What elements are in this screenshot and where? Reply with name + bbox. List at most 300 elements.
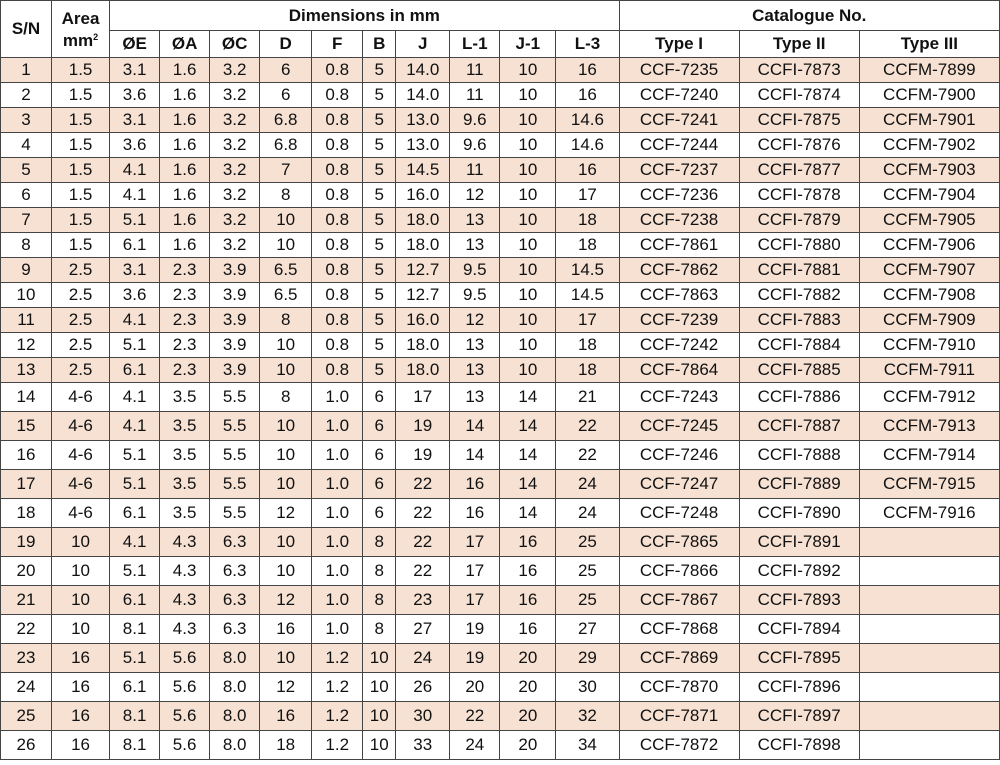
area-cell: 2.5 xyxy=(52,258,110,283)
dim-j-cell: 30 xyxy=(396,702,450,731)
dim-d-cell: 10 xyxy=(260,528,312,557)
dim-j-cell: 22 xyxy=(396,499,450,528)
dim-j1-cell: 10 xyxy=(500,333,556,358)
dim-l3-cell: 25 xyxy=(556,586,619,615)
sn-cell: 18 xyxy=(1,499,52,528)
dim-c-cell: 5.5 xyxy=(210,412,260,441)
dim-f-cell: 0.8 xyxy=(312,258,363,283)
type-i-cell: CCF-7866 xyxy=(619,557,739,586)
type-iii-cell xyxy=(859,702,999,731)
area-cell: 16 xyxy=(52,673,110,702)
dim-j-cell: 14.0 xyxy=(396,58,450,83)
table-row xyxy=(1,702,1000,731)
dim-e-cell: 5.1 xyxy=(110,208,160,233)
type-i-cell: CCF-7237 xyxy=(619,158,739,183)
type-iii-cell: CCFM-7913 xyxy=(859,412,999,441)
sn-cell: 14 xyxy=(1,383,52,412)
table-row xyxy=(1,108,1000,133)
dim-l1-cell: 9.5 xyxy=(450,258,500,283)
dim-l1-cell: 24 xyxy=(450,731,500,760)
dim-a-cell: 3.5 xyxy=(160,470,210,499)
dim-d-cell: 8 xyxy=(260,183,312,208)
dim-j1-cell: 20 xyxy=(500,702,556,731)
dim-j1-cell: 16 xyxy=(500,586,556,615)
dim-j1-cell: 10 xyxy=(500,258,556,283)
dim-l1-cell: 14 xyxy=(450,412,500,441)
dim-j1-cell: 16 xyxy=(500,615,556,644)
sn-cell: 11 xyxy=(1,308,52,333)
table-row xyxy=(1,83,1000,108)
dim-c-cell: 8.0 xyxy=(210,644,260,673)
dim-l1-cell: 9.6 xyxy=(450,108,500,133)
dim-f-cell: 0.8 xyxy=(312,83,363,108)
dim-l3-cell: 18 xyxy=(556,233,619,258)
type-iii-cell xyxy=(859,528,999,557)
area-header xyxy=(52,1,110,58)
dim-e-cell: 5.1 xyxy=(110,557,160,586)
dim-j-cell: 19 xyxy=(396,412,450,441)
dim-d-cell: 16 xyxy=(260,615,312,644)
area-header-superscript: 2 xyxy=(93,31,99,42)
type-iii-cell: CCFM-7915 xyxy=(859,470,999,499)
type-iii-cell: CCFM-7909 xyxy=(859,308,999,333)
dim-b-cell: 8 xyxy=(363,586,396,615)
sn-cell: 25 xyxy=(1,702,52,731)
dim-c-cell: 8.0 xyxy=(210,702,260,731)
area-cell: 1.5 xyxy=(52,208,110,233)
area-cell: 10 xyxy=(52,557,110,586)
dim-l3-cell: 24 xyxy=(556,470,619,499)
dim-c-cell: 6.3 xyxy=(210,528,260,557)
dim-e-cell: 3.6 xyxy=(110,133,160,158)
dim-b-cell: 5 xyxy=(363,133,396,158)
dim-e-cell: 4.1 xyxy=(110,308,160,333)
sn-cell: 1 xyxy=(1,58,52,83)
dim-j-cell: 19 xyxy=(396,441,450,470)
dim-j-cell: 14.5 xyxy=(396,158,450,183)
dim-l3-cell: 18 xyxy=(556,208,619,233)
dim-e-cell: 5.1 xyxy=(110,644,160,673)
dim-e-cell: 6.1 xyxy=(110,673,160,702)
type-i-cell: CCF-7243 xyxy=(619,383,739,412)
dim-b-cell: 10 xyxy=(363,673,396,702)
table-row xyxy=(1,333,1000,358)
dim-c-cell: 3.2 xyxy=(210,133,260,158)
dim-j-cell: 22 xyxy=(396,470,450,499)
type-iii-cell: CCFM-7900 xyxy=(859,83,999,108)
area-cell: 1.5 xyxy=(52,133,110,158)
dim-j1-cell: 20 xyxy=(500,673,556,702)
dim-f-cell: 1.2 xyxy=(312,702,363,731)
type-i-cell: CCF-7239 xyxy=(619,308,739,333)
dim-l3-cell: 25 xyxy=(556,528,619,557)
area-cell: 2.5 xyxy=(52,358,110,383)
dim-d-cell: 6.5 xyxy=(260,258,312,283)
sn-cell: 8 xyxy=(1,233,52,258)
sn-cell: 24 xyxy=(1,673,52,702)
area-cell: 2.5 xyxy=(52,308,110,333)
dim-b-cell: 6 xyxy=(363,499,396,528)
type-ii-cell: CCFI-7898 xyxy=(739,731,859,760)
type-ii-cell: CCFI-7885 xyxy=(739,358,859,383)
dim-l3-cell: 18 xyxy=(556,358,619,383)
dim-j1-cell: 20 xyxy=(500,644,556,673)
sn-cell: 10 xyxy=(1,283,52,308)
dim-j-cell: 18.0 xyxy=(396,358,450,383)
dim-l1-cell: 13 xyxy=(450,233,500,258)
type-iii-cell: CCFM-7907 xyxy=(859,258,999,283)
dim-l1-cell: 16 xyxy=(450,499,500,528)
area-cell: 16 xyxy=(52,731,110,760)
type-i-cell: CCF-7236 xyxy=(619,183,739,208)
dim-a-cell: 3.5 xyxy=(160,499,210,528)
type-ii-cell: CCFI-7897 xyxy=(739,702,859,731)
dim-d-cell: 10 xyxy=(260,470,312,499)
dim-b-cell: 6 xyxy=(363,383,396,412)
dim-c-cell: 3.2 xyxy=(210,158,260,183)
dim-j-cell: 22 xyxy=(396,528,450,557)
dim-f-cell: 1.0 xyxy=(312,412,363,441)
area-cell: 1.5 xyxy=(52,183,110,208)
dim-j1-cell: 10 xyxy=(500,58,556,83)
dim-f-cell: 0.8 xyxy=(312,333,363,358)
dim-d-cell: 10 xyxy=(260,557,312,586)
dim-d-cell: 7 xyxy=(260,158,312,183)
dim-l3-cell: 17 xyxy=(556,183,619,208)
type-iii-cell: CCFM-7899 xyxy=(859,58,999,83)
type-i-cell: CCF-7863 xyxy=(619,283,739,308)
area-cell: 4-6 xyxy=(52,383,110,412)
catalogue-group-header: Catalogue No. xyxy=(619,1,999,31)
dim-b-cell: 5 xyxy=(363,58,396,83)
dim-j1-cell: 10 xyxy=(500,233,556,258)
dim-l1-cell: 17 xyxy=(450,528,500,557)
dimension-column-header: J xyxy=(396,31,450,58)
type-ii-cell: CCFI-7889 xyxy=(739,470,859,499)
type-i-cell: CCF-7867 xyxy=(619,586,739,615)
dim-l1-cell: 11 xyxy=(450,158,500,183)
catalogue-column-header: Type III xyxy=(859,31,999,58)
type-i-cell: CCF-7862 xyxy=(619,258,739,283)
dim-a-cell: 4.3 xyxy=(160,586,210,615)
dim-a-cell: 2.3 xyxy=(160,358,210,383)
dim-d-cell: 6.8 xyxy=(260,133,312,158)
dim-b-cell: 8 xyxy=(363,615,396,644)
dim-f-cell: 1.0 xyxy=(312,586,363,615)
dim-c-cell: 6.3 xyxy=(210,615,260,644)
type-i-cell: CCF-7865 xyxy=(619,528,739,557)
dim-a-cell: 5.6 xyxy=(160,673,210,702)
dim-l1-cell: 13 xyxy=(450,208,500,233)
type-i-cell: CCF-7248 xyxy=(619,499,739,528)
dim-l3-cell: 30 xyxy=(556,673,619,702)
dim-j-cell: 23 xyxy=(396,586,450,615)
type-ii-cell: CCFI-7895 xyxy=(739,644,859,673)
dim-l1-cell: 14 xyxy=(450,441,500,470)
dim-a-cell: 2.3 xyxy=(160,283,210,308)
type-i-cell: CCF-7238 xyxy=(619,208,739,233)
sn-cell: 4 xyxy=(1,133,52,158)
dim-j1-cell: 10 xyxy=(500,183,556,208)
table-row xyxy=(1,586,1000,615)
dim-d-cell: 10 xyxy=(260,441,312,470)
table-header xyxy=(1,1,1000,58)
dim-c-cell: 6.3 xyxy=(210,557,260,586)
type-ii-cell: CCFI-7883 xyxy=(739,308,859,333)
dim-f-cell: 0.8 xyxy=(312,233,363,258)
type-ii-cell: CCFI-7874 xyxy=(739,83,859,108)
type-ii-cell: CCFI-7892 xyxy=(739,557,859,586)
type-i-cell: CCF-7242 xyxy=(619,333,739,358)
area-header-unit: mm xyxy=(62,30,94,50)
dim-l1-cell: 13 xyxy=(450,333,500,358)
sn-cell: 19 xyxy=(1,528,52,557)
dim-f-cell: 1.0 xyxy=(312,615,363,644)
dim-c-cell: 8.0 xyxy=(210,673,260,702)
dim-j-cell: 22 xyxy=(396,557,450,586)
column-header-row xyxy=(1,31,1000,58)
dim-l1-cell: 17 xyxy=(450,586,500,615)
sn-cell: 17 xyxy=(1,470,52,499)
table-row xyxy=(1,183,1000,208)
area-cell: 1.5 xyxy=(52,233,110,258)
type-i-cell: CCF-7244 xyxy=(619,133,739,158)
type-iii-cell: CCFM-7904 xyxy=(859,183,999,208)
dim-b-cell: 6 xyxy=(363,441,396,470)
area-cell: 2.5 xyxy=(52,333,110,358)
dim-c-cell: 3.9 xyxy=(210,258,260,283)
type-iii-cell xyxy=(859,644,999,673)
dim-l1-cell: 22 xyxy=(450,702,500,731)
type-iii-cell xyxy=(859,586,999,615)
dim-e-cell: 8.1 xyxy=(110,731,160,760)
table-row xyxy=(1,283,1000,308)
dim-l3-cell: 16 xyxy=(556,58,619,83)
dim-d-cell: 6.5 xyxy=(260,283,312,308)
dim-j-cell: 27 xyxy=(396,615,450,644)
dim-l3-cell: 24 xyxy=(556,499,619,528)
dim-a-cell: 1.6 xyxy=(160,58,210,83)
dim-d-cell: 12 xyxy=(260,673,312,702)
type-ii-cell: CCFI-7896 xyxy=(739,673,859,702)
dim-j-cell: 18.0 xyxy=(396,333,450,358)
dim-d-cell: 8 xyxy=(260,383,312,412)
dimension-column-header: J-1 xyxy=(500,31,556,58)
sn-cell: 13 xyxy=(1,358,52,383)
dim-c-cell: 3.2 xyxy=(210,83,260,108)
area-cell: 10 xyxy=(52,586,110,615)
dim-a-cell: 2.3 xyxy=(160,258,210,283)
dim-b-cell: 5 xyxy=(363,258,396,283)
dim-c-cell: 5.5 xyxy=(210,441,260,470)
sn-cell: 2 xyxy=(1,83,52,108)
sn-cell: 21 xyxy=(1,586,52,615)
dim-a-cell: 2.3 xyxy=(160,308,210,333)
type-ii-cell: CCFI-7891 xyxy=(739,528,859,557)
area-cell: 16 xyxy=(52,644,110,673)
table-row xyxy=(1,258,1000,283)
dim-b-cell: 5 xyxy=(363,308,396,333)
dim-j1-cell: 10 xyxy=(500,108,556,133)
table-row xyxy=(1,499,1000,528)
catalogue-column-header: Type I xyxy=(619,31,739,58)
dim-b-cell: 8 xyxy=(363,557,396,586)
type-ii-cell: CCFI-7875 xyxy=(739,108,859,133)
dim-e-cell: 4.1 xyxy=(110,158,160,183)
table-body xyxy=(1,58,1000,760)
dim-b-cell: 5 xyxy=(363,358,396,383)
type-ii-cell: CCFI-7878 xyxy=(739,183,859,208)
dim-l3-cell: 27 xyxy=(556,615,619,644)
type-i-cell: CCF-7247 xyxy=(619,470,739,499)
dim-e-cell: 6.1 xyxy=(110,499,160,528)
dim-b-cell: 5 xyxy=(363,283,396,308)
dim-c-cell: 3.9 xyxy=(210,308,260,333)
dim-f-cell: 0.8 xyxy=(312,283,363,308)
dim-d-cell: 6.8 xyxy=(260,108,312,133)
dim-c-cell: 3.2 xyxy=(210,58,260,83)
dim-b-cell: 5 xyxy=(363,83,396,108)
dim-b-cell: 5 xyxy=(363,208,396,233)
dim-a-cell: 4.3 xyxy=(160,615,210,644)
table-row xyxy=(1,233,1000,258)
dim-b-cell: 5 xyxy=(363,158,396,183)
sn-cell: 15 xyxy=(1,412,52,441)
dim-b-cell: 5 xyxy=(363,183,396,208)
dim-b-cell: 6 xyxy=(363,470,396,499)
dimension-column-header: ØC xyxy=(210,31,260,58)
dim-a-cell: 4.3 xyxy=(160,528,210,557)
type-i-cell: CCF-7869 xyxy=(619,644,739,673)
dim-c-cell: 3.2 xyxy=(210,183,260,208)
dimension-column-header: D xyxy=(260,31,312,58)
type-i-cell: CCF-7246 xyxy=(619,441,739,470)
dim-j-cell: 17 xyxy=(396,383,450,412)
sn-cell: 23 xyxy=(1,644,52,673)
dim-j1-cell: 10 xyxy=(500,133,556,158)
sn-header: S/N xyxy=(1,1,52,58)
dim-j-cell: 14.0 xyxy=(396,83,450,108)
type-i-cell: CCF-7868 xyxy=(619,615,739,644)
dim-d-cell: 6 xyxy=(260,83,312,108)
dim-f-cell: 0.8 xyxy=(312,358,363,383)
dim-f-cell: 0.8 xyxy=(312,58,363,83)
dim-l1-cell: 19 xyxy=(450,615,500,644)
dim-j1-cell: 14 xyxy=(500,441,556,470)
dim-f-cell: 1.2 xyxy=(312,731,363,760)
dim-a-cell: 5.6 xyxy=(160,731,210,760)
sn-cell: 20 xyxy=(1,557,52,586)
dim-l1-cell: 17 xyxy=(450,557,500,586)
area-header-line1: Area xyxy=(61,8,100,28)
dimensions-group-header: Dimensions in mm xyxy=(110,1,619,31)
dim-j-cell: 24 xyxy=(396,644,450,673)
table-row xyxy=(1,383,1000,412)
sn-cell: 5 xyxy=(1,158,52,183)
type-iii-cell: CCFM-7910 xyxy=(859,333,999,358)
table-row xyxy=(1,557,1000,586)
dim-b-cell: 5 xyxy=(363,333,396,358)
area-cell: 4-6 xyxy=(52,412,110,441)
dim-f-cell: 1.0 xyxy=(312,499,363,528)
area-cell: 1.5 xyxy=(52,108,110,133)
dim-j1-cell: 14 xyxy=(500,383,556,412)
dim-e-cell: 3.1 xyxy=(110,108,160,133)
dim-d-cell: 6 xyxy=(260,58,312,83)
type-i-cell: CCF-7241 xyxy=(619,108,739,133)
table-row xyxy=(1,644,1000,673)
table-row xyxy=(1,528,1000,557)
dim-l1-cell: 13 xyxy=(450,358,500,383)
dim-l1-cell: 13 xyxy=(450,383,500,412)
type-ii-cell: CCFI-7888 xyxy=(739,441,859,470)
type-iii-cell xyxy=(859,673,999,702)
type-ii-cell: CCFI-7887 xyxy=(739,412,859,441)
dim-f-cell: 1.0 xyxy=(312,528,363,557)
table-row xyxy=(1,673,1000,702)
type-iii-cell: CCFM-7911 xyxy=(859,358,999,383)
dim-d-cell: 10 xyxy=(260,644,312,673)
dim-d-cell: 10 xyxy=(260,333,312,358)
dim-e-cell: 4.1 xyxy=(110,412,160,441)
dim-l3-cell: 18 xyxy=(556,333,619,358)
dim-b-cell: 6 xyxy=(363,412,396,441)
dim-j-cell: 18.0 xyxy=(396,233,450,258)
dim-c-cell: 3.2 xyxy=(210,208,260,233)
dim-j1-cell: 14 xyxy=(500,412,556,441)
dim-c-cell: 5.5 xyxy=(210,499,260,528)
type-ii-cell: CCFI-7876 xyxy=(739,133,859,158)
area-cell: 4-6 xyxy=(52,441,110,470)
dim-e-cell: 3.1 xyxy=(110,58,160,83)
dim-j-cell: 26 xyxy=(396,673,450,702)
type-ii-cell: CCFI-7890 xyxy=(739,499,859,528)
dim-c-cell: 8.0 xyxy=(210,731,260,760)
type-iii-cell: CCFM-7906 xyxy=(859,233,999,258)
dim-c-cell: 5.5 xyxy=(210,470,260,499)
dim-l3-cell: 16 xyxy=(556,158,619,183)
area-cell: 4-6 xyxy=(52,499,110,528)
dim-a-cell: 2.3 xyxy=(160,333,210,358)
dim-d-cell: 18 xyxy=(260,731,312,760)
dimension-column-header: L-1 xyxy=(450,31,500,58)
dim-a-cell: 5.6 xyxy=(160,644,210,673)
dim-b-cell: 10 xyxy=(363,731,396,760)
sn-cell: 9 xyxy=(1,258,52,283)
dimension-column-header: ØE xyxy=(110,31,160,58)
dim-j-cell: 13.0 xyxy=(396,133,450,158)
area-cell: 2.5 xyxy=(52,283,110,308)
dim-j-cell: 12.7 xyxy=(396,258,450,283)
type-iii-cell xyxy=(859,615,999,644)
dim-a-cell: 4.3 xyxy=(160,557,210,586)
type-iii-cell: CCFM-7912 xyxy=(859,383,999,412)
dim-f-cell: 1.2 xyxy=(312,644,363,673)
sn-cell: 16 xyxy=(1,441,52,470)
dim-d-cell: 10 xyxy=(260,412,312,441)
type-iii-cell: CCFM-7914 xyxy=(859,441,999,470)
dim-l3-cell: 14.5 xyxy=(556,283,619,308)
dim-f-cell: 0.8 xyxy=(312,308,363,333)
dim-l1-cell: 20 xyxy=(450,673,500,702)
type-i-cell: CCF-7235 xyxy=(619,58,739,83)
dim-b-cell: 5 xyxy=(363,108,396,133)
type-iii-cell xyxy=(859,557,999,586)
area-cell: 16 xyxy=(52,702,110,731)
area-cell: 4-6 xyxy=(52,470,110,499)
type-ii-cell: CCFI-7894 xyxy=(739,615,859,644)
dim-j1-cell: 10 xyxy=(500,308,556,333)
